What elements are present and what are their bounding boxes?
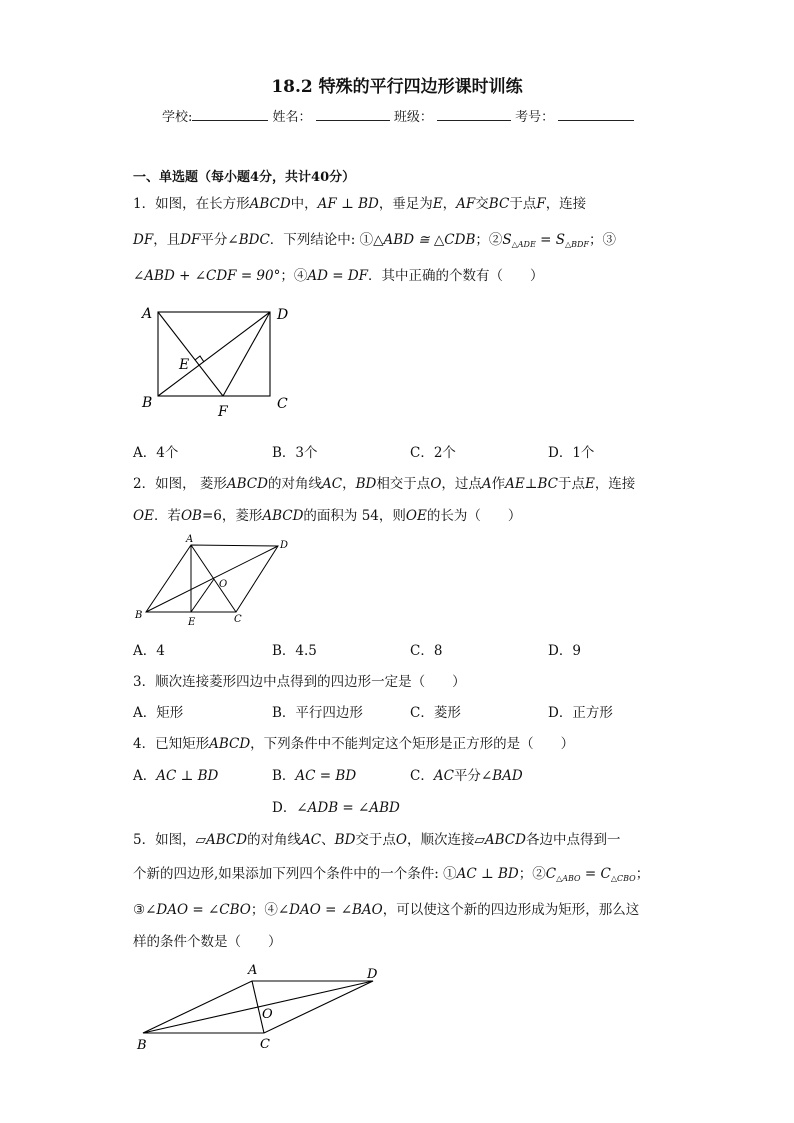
q1-subscript: △BDF — [564, 240, 589, 249]
q1-text: 1．如图，在长方形 — [133, 196, 250, 212]
q2-label-b: B — [135, 610, 143, 621]
q4-line-1 — [133, 732, 574, 752]
q1-option-c[interactable]: C．2个 — [410, 445, 456, 461]
q1-label-c: C — [277, 396, 288, 412]
q2-option-b[interactable]: B．4.5 — [272, 643, 317, 659]
q2-line-2 — [133, 504, 521, 524]
q5-subscript: △ABO — [556, 874, 581, 883]
q5-line-bd — [143, 981, 373, 1033]
q3-option-b[interactable]: B．平行四边形 — [272, 705, 363, 721]
number-label: 考号： — [515, 110, 555, 125]
q2-text: ．若 — [153, 508, 181, 524]
q1-math: = S — [535, 232, 565, 248]
number-blank[interactable] — [558, 108, 634, 121]
q1-label-b: B — [142, 395, 153, 411]
q1-math: E — [432, 196, 443, 212]
q5-label-c: C — [260, 1037, 270, 1052]
q1-math: AF — [456, 196, 476, 212]
q2-math: BD — [355, 476, 377, 492]
q5-math: ∠DAO = ∠CBO — [145, 902, 251, 918]
q4-option-a-letter: A． — [133, 768, 157, 784]
q4-option-b[interactable] — [272, 764, 356, 784]
school-label: 学校: — [162, 110, 193, 125]
q2-math: AC — [321, 476, 343, 492]
q1-text: 于点 — [509, 196, 537, 212]
q1-text: ．其中正确的个数有（ ） — [368, 268, 544, 284]
q5-text: ； — [635, 866, 650, 882]
q1-math: ∠ABD + ∠CDF = 90° — [133, 268, 281, 284]
q1-math: BC — [488, 196, 510, 212]
q5-line-3 — [133, 898, 639, 918]
q3-option-d[interactable]: D．正方形 — [548, 705, 613, 721]
q1-text: ；④ — [280, 268, 308, 284]
q5-text: ；② — [518, 866, 546, 882]
q1-math: ABCD — [249, 196, 291, 212]
q1-text: ，连接 — [545, 196, 587, 212]
q5-line-4: 样的条件个数是（ ） — [133, 934, 282, 950]
q5-label-o: O — [262, 1007, 273, 1022]
q4-option-a-math: AC ⊥ BD — [156, 768, 219, 784]
q2-text: ，连接 — [594, 476, 636, 492]
q4-option-c-math: BAD — [492, 768, 523, 784]
q1-text: ，且 — [153, 232, 181, 248]
q2-label-d: D — [280, 540, 289, 551]
section-heading: 一、单选题（每小题4分，共计40分） — [133, 170, 356, 185]
q2-label-e: E — [188, 617, 196, 628]
q2-math: ABCD — [226, 476, 268, 492]
class-label: 班级： — [393, 110, 433, 125]
q5-text: ，顺次连接 — [406, 832, 475, 848]
q1-text: ，垂足为 — [378, 196, 433, 212]
q1-text: ， — [442, 196, 457, 212]
q1-label-d: D — [277, 307, 289, 323]
q1-option-a[interactable]: A．4个 — [133, 445, 179, 461]
q5-math: ∠DAO = ∠BAO — [277, 902, 383, 918]
q1-math: F — [536, 196, 546, 212]
q1-math: DF — [133, 232, 154, 248]
q2-label-o: O — [219, 579, 228, 590]
q5-text: 、 — [321, 832, 335, 848]
q5-line-1 — [133, 828, 620, 848]
q1-option-b[interactable]: B．3个 — [272, 445, 318, 461]
q4-option-b-letter: B． — [272, 768, 296, 784]
q2-math: OB — [180, 508, 202, 524]
q5-subscript: △CBO — [610, 874, 636, 883]
q1-text: 中， — [290, 196, 318, 212]
class-blank[interactable] — [437, 108, 511, 121]
q1-label-a: A — [142, 306, 153, 322]
q2-text: 的面积为 54，则 — [303, 508, 406, 524]
q5-label-b: B — [137, 1038, 147, 1053]
q4-option-c-text: 平分∠ — [453, 768, 493, 784]
q1-text: ；③ — [588, 232, 616, 248]
q5-text: 个新的四边形,如果添加下列四个条件中的一个条件: ① — [133, 866, 457, 882]
q4-option-c-letter: C． — [410, 768, 434, 784]
q2-option-d[interactable]: D．9 — [548, 643, 581, 659]
q2-text: ， — [342, 476, 356, 492]
school-blank[interactable] — [192, 108, 268, 121]
q2-option-c[interactable]: C．8 — [410, 643, 443, 659]
q5-figure — [130, 960, 390, 1056]
q2-math: O — [430, 476, 442, 492]
q5-text: 各边中点得到一 — [525, 832, 621, 848]
student-info-line — [162, 106, 634, 125]
q1-subscript: △ADE — [511, 240, 536, 249]
q1-math: AF ⊥ BD — [317, 196, 379, 212]
q4-option-c-math: AC — [433, 768, 454, 784]
q2-math: AE⊥BC — [505, 476, 558, 492]
q4-math: ABCD — [209, 736, 251, 752]
q1-label-f: F — [218, 404, 228, 420]
q1-text: ；② — [475, 232, 503, 248]
q2-label-a: A — [186, 534, 194, 545]
q2-text: =6，菱形 — [201, 508, 263, 524]
q5-text: ③ — [133, 902, 146, 918]
q5-math: AC — [301, 832, 322, 848]
q2-math: ABCD — [262, 508, 304, 524]
q5-label-a: A — [248, 963, 258, 978]
q1-math: BDC — [238, 232, 270, 248]
q1-figure — [136, 302, 306, 422]
q4-option-c[interactable] — [410, 764, 523, 784]
q4-option-d-math: ∠ADB = ∠ABD — [296, 800, 400, 816]
q5-math: = C — [580, 866, 611, 882]
q2-math: OE — [133, 508, 154, 524]
q2-line-bd — [146, 546, 278, 612]
q1-line-df — [223, 312, 270, 396]
q1-line-3 — [133, 264, 544, 284]
q2-math: A — [481, 476, 492, 492]
q3-text: 3．顺次连接菱形四边中点得到的四边形一定是（ ） — [133, 674, 466, 690]
q2-line-1 — [133, 472, 635, 492]
q5-label-d: D — [367, 967, 378, 982]
q4-option-d-letter: D． — [272, 800, 297, 816]
q2-text: ，过点 — [441, 476, 482, 492]
page-title: 18.2 特殊的平行四边形课时训练 — [271, 77, 523, 97]
q3-option-a[interactable]: A．矩形 — [133, 705, 184, 721]
q2-text: 作 — [491, 476, 506, 492]
q5-text: 的对角线 — [247, 832, 302, 848]
q4-text: 4．已知矩形 — [133, 736, 210, 752]
q5-text: ；④ — [250, 902, 278, 918]
q1-text: 交 — [475, 196, 489, 212]
q1-text: ．下列结论中: ① — [269, 232, 374, 248]
q5-math: O — [395, 832, 407, 848]
q5-text: 交于点 — [355, 832, 396, 848]
q2-figure — [130, 532, 300, 630]
q2-math: OE — [405, 508, 427, 524]
q4-option-a[interactable] — [133, 764, 218, 784]
q5-line-2 — [133, 862, 649, 883]
name-blank[interactable] — [316, 108, 390, 121]
q4-option-d[interactable] — [272, 796, 400, 816]
q1-math: △ABD ≅ △CDB — [373, 232, 476, 248]
q5-text: ，可以使这个新的四边形成为矩形，那么这 — [382, 902, 640, 918]
q1-math: S — [502, 232, 512, 248]
q1-label-e: E — [179, 357, 190, 373]
q5-math: BD — [334, 832, 356, 848]
q1-math: AD = DF — [307, 268, 369, 284]
q2-text: 于点 — [557, 476, 585, 492]
q2-text: 的对角线 — [267, 476, 322, 492]
q5-text: 5．如图， — [133, 832, 196, 848]
q2-math: E — [584, 476, 595, 492]
q2-option-a[interactable]: A．4 — [133, 643, 165, 659]
q5-math: ▱ABCD — [195, 832, 248, 848]
q4-text: ，下列条件中不能判定这个矩形是正方形的是（ ） — [250, 736, 575, 752]
q2-label-c: C — [234, 614, 242, 625]
q2-text: 的长为（ ） — [426, 508, 522, 524]
q5-math: AC ⊥ BD — [456, 866, 519, 882]
q4-option-b-math: AC = BD — [295, 768, 357, 784]
q1-line-2 — [133, 228, 616, 249]
q3-option-c[interactable]: C．菱形 — [410, 705, 461, 721]
q1-option-d[interactable]: D．1个 — [548, 445, 595, 461]
name-label: 姓名： — [272, 110, 312, 125]
q1-math: DF — [180, 232, 201, 248]
q5-math: ▱ABCD — [474, 832, 526, 848]
q1-text: 平分∠ — [200, 232, 239, 248]
q1-line-1 — [133, 192, 586, 212]
q2-text: 2．如图， 菱形 — [133, 476, 227, 492]
q2-text: 相交于点 — [376, 476, 431, 492]
q5-math: C — [545, 866, 557, 882]
q1-line-bd — [158, 312, 270, 396]
